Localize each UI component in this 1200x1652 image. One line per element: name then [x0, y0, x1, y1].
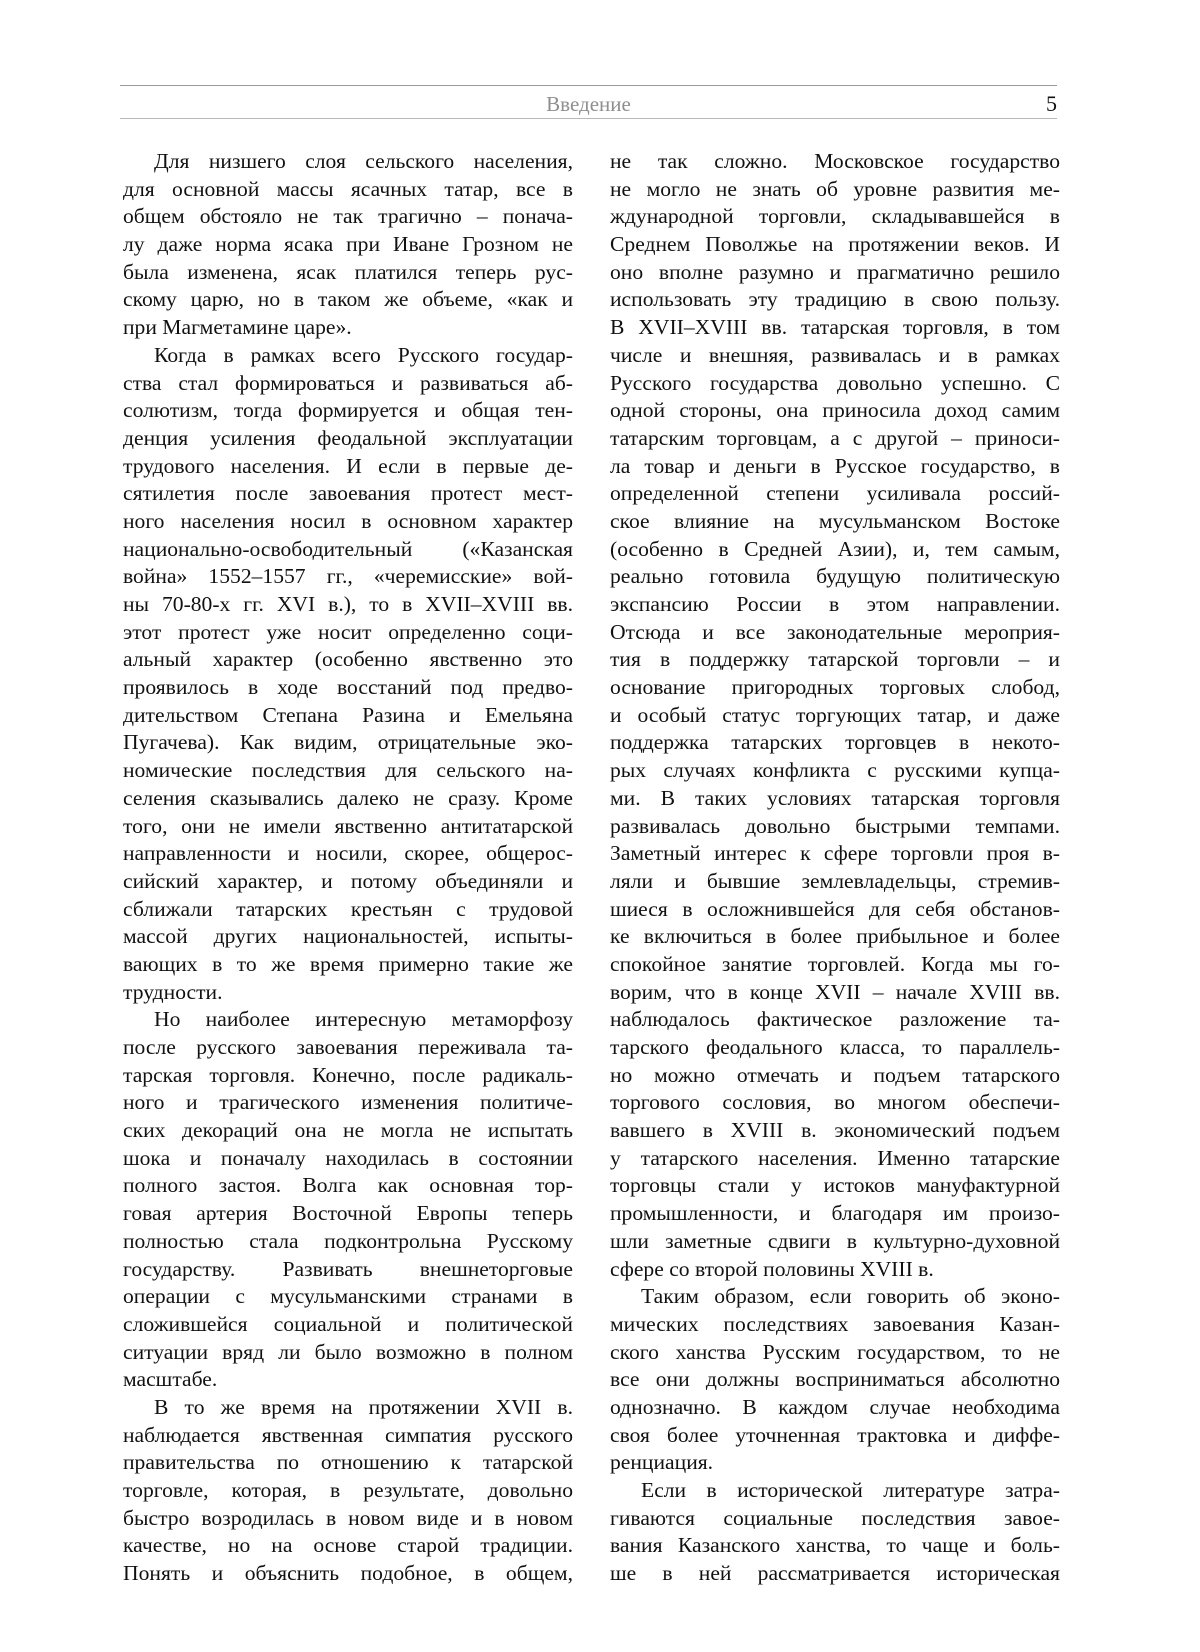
text-line: проявилось в ходе восстаний под предво-: [123, 675, 573, 700]
text-line: альный характер (особенно явственно это: [123, 647, 573, 672]
text-line: использовать эту традицию в свою пользу.: [610, 287, 1060, 312]
text-line: говая артерия Восточной Европы теперь: [123, 1201, 573, 1226]
text-line: но можно отмечать и подъем татарского: [610, 1062, 1060, 1087]
text-line: при Магметамине царе».: [123, 315, 352, 340]
text-line: однозначно. В каждом случае необходима: [610, 1394, 1060, 1419]
text-line: торгового сословия, во многом обеспечи-: [610, 1090, 1060, 1115]
text-line: сближали татарских крестьян с трудовой: [123, 896, 573, 921]
text-line: война» 1552–1557 гг., «черемисские» вой-: [123, 564, 573, 589]
text-line: Когда в рамках всего Русского государ-: [154, 342, 573, 367]
text-column-left: [123, 148, 573, 1588]
text-line: В XVII–XVIII вв. татарская торговля, в том: [610, 315, 1060, 340]
text-line: Понять и объяснить подобное, в общем,: [123, 1561, 573, 1586]
text-line: мических последствиях завоевания Казан-: [610, 1311, 1060, 1336]
text-line: оно вполне разумно и прагматично решило: [610, 259, 1060, 284]
text-line: реально готовила будущую политическую: [610, 564, 1060, 589]
text-line: татарским торговцам, а с другой – приноси-: [610, 425, 1060, 450]
text-line: государству. Развивать внешнеторговые: [123, 1256, 573, 1281]
text-line: В то же время на протяжении XVII в.: [154, 1394, 573, 1419]
header-top-rule: [120, 85, 1057, 86]
text-line: ворим, что в конце XVII – начале XVIII вв.: [610, 979, 1060, 1004]
text-line: быстро возродилась в новом виде и в новом: [123, 1505, 573, 1530]
text-line: ла товар и деньги в Русское государство, в: [610, 453, 1060, 478]
text-line: Но наиболее интересную метаморфозу: [154, 1007, 573, 1032]
text-line: своя более уточненная трактовка и диффе-: [610, 1422, 1060, 1447]
text-line: (особенно в Средней Азии), и, тем самым,: [610, 536, 1060, 561]
text-line: для основной массы ясачных татар, все в: [123, 176, 573, 201]
text-line: Отсюда и все законодательные мероприя-: [610, 619, 1060, 644]
header-bottom-rule: [120, 118, 1057, 119]
text-line: промышленности, и благодаря им произо-: [610, 1201, 1060, 1226]
text-line: ми. В таких условиях татарская торговля: [610, 785, 1060, 810]
text-line: селения сказывались далеко не сразу. Кроме: [123, 785, 573, 810]
text-line: направленности и носили, скорее, общерос-: [123, 841, 573, 866]
running-header-title: Введение: [546, 92, 631, 116]
text-line: ного и трагического изменения политиче-: [123, 1090, 573, 1115]
text-line: ляли и бывшие землевладельцы, стремив-: [610, 868, 1060, 893]
text-line: поддержка татарских торговцев в некото-: [610, 730, 1060, 755]
text-line: ское влияние на мусульманском Востоке: [610, 508, 1060, 533]
text-line: Для низшего слоя сельского населения,: [154, 149, 573, 173]
text-line: денция усиления феодальной эксплуатации: [123, 425, 573, 450]
text-line: ских декораций она не могла не испытать: [123, 1118, 573, 1143]
text-line: качестве, но на основе старой традиции.: [123, 1533, 573, 1558]
text-line: ситуации вряд ли было возможно в полном: [123, 1339, 573, 1364]
text-line: гиваются социальные последствия завое-: [610, 1505, 1060, 1530]
text-line: числе и внешняя, развивалась и в рамках: [610, 342, 1060, 367]
page-number: 5: [1046, 91, 1057, 116]
text-line: тия в поддержку татарской торговли – и: [610, 647, 1060, 672]
text-line: спокойное занятие торговлей. Когда мы го-: [610, 951, 1060, 976]
text-line: Таким образом, если говорить об эконо-: [641, 1284, 1060, 1309]
text-line: определенной степени усиливала россий-: [610, 481, 1060, 506]
text-line: сятилетия после завоевания протест мест-: [123, 481, 573, 506]
text-line: масштабе.: [123, 1367, 218, 1392]
text-line: сфере со второй половины XVIII в.: [610, 1256, 934, 1281]
text-line: солютизм, тогда формируется и общая тен-: [123, 398, 573, 423]
text-line: ждународной торговли, складывавшейся в: [610, 204, 1060, 229]
text-line: трудового населения. И если в первые де-: [123, 453, 573, 478]
text-line: торговцы стали у истоков мануфактурной: [610, 1173, 1060, 1198]
text-line: шока и поначалу находилась в состоянии: [123, 1145, 573, 1170]
text-line: развивалась довольно быстрыми темпами.: [610, 813, 1060, 838]
text-line: экспансию России в этом направлении.: [610, 592, 1060, 616]
text-line: сложившейся социальной и политической: [123, 1311, 573, 1336]
text-line: ше в ней рассматривается историческая: [610, 1561, 1060, 1586]
text-line: общем обстояло не так трагично – поначa-: [123, 204, 573, 229]
text-line: не так сложно. Московское государство: [610, 149, 1060, 173]
text-line: тарского феодального класса, то параллель-: [610, 1035, 1060, 1059]
text-line: рых случаях конфликта с русскими купца-: [610, 758, 1060, 783]
text-line: ны 70-80-х гг. XVI в.), то в XVII–XVIII вв.: [123, 592, 573, 616]
text-line: у татарского населения. Именно татарские: [610, 1145, 1060, 1170]
text-line: основание пригородных торговых слобод,: [610, 675, 1060, 700]
text-line: и особый статус торгующих татар, и даже: [610, 702, 1060, 727]
text-line: национально-освободительный («Казанская: [123, 536, 573, 561]
text-line: правительства по отношению к татарской: [123, 1450, 573, 1475]
text-line: трудности.: [123, 979, 223, 1004]
text-line: шли заметные сдвиги в культурно-духовной: [610, 1228, 1060, 1253]
text-line: номические последствия для сельского на-: [123, 758, 573, 783]
text-line: наблюдалось фактическое разложение та-: [610, 1007, 1060, 1032]
text-line: Пугачева). Как видим, отрицательные эко-: [123, 730, 573, 755]
text-line: все они должны восприниматься абсолютно: [610, 1367, 1060, 1392]
text-line: массой других национальностей, испыты-: [123, 924, 573, 949]
text-line: полного застоя. Волга как основная тор-: [123, 1173, 573, 1198]
text-line: ского ханства Русским государством, то не: [610, 1339, 1060, 1364]
text-line: ного населения носил в основном характер: [123, 508, 573, 533]
text-line: полностью стала подконтрольна Русскому: [123, 1228, 573, 1253]
text-line: ке включиться в более прибыльное и более: [610, 924, 1060, 949]
text-line: Если в исторической литературе затра-: [641, 1478, 1060, 1502]
text-line: шиеся в осложнившейся для себя обстанов-: [610, 896, 1060, 921]
text-line: вания Казанского ханства, то чаще и боль-: [610, 1533, 1060, 1558]
text-line: сийский характер, и потому объединяли и: [123, 868, 573, 893]
text-line: операции с мусульманскими странами в: [123, 1284, 573, 1309]
text-line: дительством Степана Разина и Емельяна: [123, 702, 573, 727]
text-line: наблюдается явственная симпатия русского: [123, 1422, 573, 1447]
text-column-right: [610, 148, 1060, 1588]
text-line: ренциация.: [610, 1450, 714, 1475]
text-line: вавшего в XVIII в. экономический подъем: [610, 1118, 1060, 1143]
text-line: вающих в то же время примерно такие же: [123, 951, 573, 976]
text-line: Среднем Поволжье на протяжении веков. И: [610, 232, 1060, 257]
text-line: Русского государства довольно успешно. С: [610, 370, 1060, 395]
text-line: ства стал формироваться и развиваться аб-: [123, 370, 573, 395]
text-line: этот протест уже носит определенно соци-: [123, 619, 573, 644]
text-line: не могло не знать об уровне развития ме-: [610, 176, 1060, 201]
text-line: Заметный интерес к сфере торговли проя в-: [610, 841, 1060, 866]
text-line: тарская торговля. Конечно, после радикаль-: [123, 1062, 573, 1087]
text-line: одной стороны, она приносила доход самим: [610, 398, 1060, 423]
text-line: после русского завоевания переживала та-: [123, 1035, 573, 1059]
text-line: того, они не имели явственно антитатарской: [123, 813, 573, 838]
text-line: была изменена, ясак платился теперь рус-: [123, 259, 573, 284]
text-line: торговле, которая, в результате, довольно: [123, 1478, 573, 1502]
text-line: скому царю, но в таком же объеме, «как и: [123, 287, 573, 312]
text-line: лу даже норма ясака при Иване Грозном не: [123, 232, 573, 257]
